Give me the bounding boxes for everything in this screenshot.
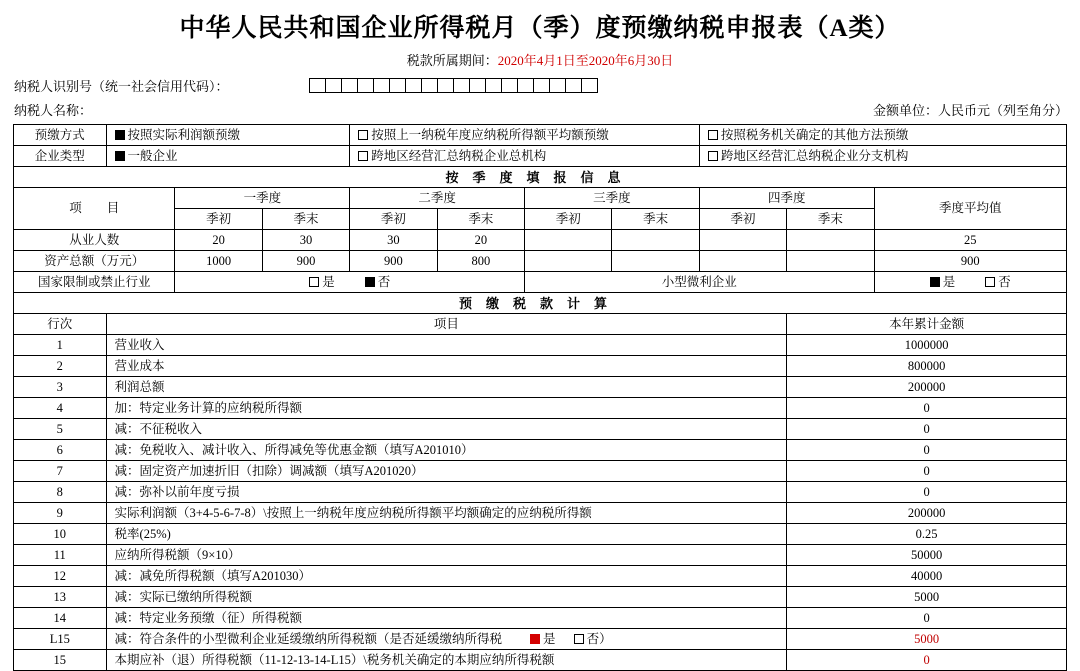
id-box[interactable] [565,78,582,93]
checkbox-empty-icon[interactable] [309,277,319,287]
id-box[interactable] [421,78,438,93]
id-box[interactable] [373,78,390,93]
calc-row-value[interactable]: 5000 [787,629,1067,650]
calc-row-value[interactable]: 0 [787,419,1067,440]
prepay-option-0[interactable] [106,125,350,146]
row-label-employees: 从业人数 [14,230,175,251]
form-table [13,124,1067,671]
cell-employees-0[interactable]: 20 [175,230,262,251]
calc-row-number: 12 [14,566,107,587]
calc-row-item: 减：弥补以前年度亏损 [106,482,787,503]
cell-assets-5[interactable] [612,251,699,272]
restricted-industry-row [14,272,1067,293]
restricted-option-yes[interactable]: 是 [309,274,335,291]
taxpayer-name-label: 纳税人名称： [14,103,93,118]
subheader-q3-end: 季末 [612,209,699,230]
checkbox-filled-icon[interactable] [930,277,940,287]
table-row [14,608,1067,629]
checkbox-filled-icon[interactable] [365,277,375,287]
restricted-label: 国家限制或禁止行业 [14,272,175,293]
table-row [14,545,1067,566]
calc-row-value[interactable]: 0 [787,608,1067,629]
cell-employees-4[interactable] [525,230,612,251]
table-row [14,356,1067,377]
restricted-options[interactable] [175,272,525,293]
calc-row-number: L15 [14,629,107,650]
calc-row-number: 11 [14,545,107,566]
cell-assets-4[interactable] [525,251,612,272]
quarter-band-label: 按季度填报信息 [14,167,1067,188]
id-box[interactable] [517,78,534,93]
table-row [14,587,1067,608]
calc-row-value[interactable]: 0 [787,440,1067,461]
calc-row-number: 10 [14,524,107,545]
small-profit-options[interactable] [874,272,1066,293]
small-profit-label: 小型微利企业 [525,272,875,293]
calc-row-item: 本期应补（退）所得税额（11-12-13-14-L15）\税务机关确定的本期应纳所得税额 [106,650,787,671]
quarter-header-0: 一季度 [175,188,350,209]
calc-row-number: 9 [14,503,107,524]
small-profit-option-no[interactable]: 否 [985,274,1011,291]
row-label-assets: 资产总额（万元） [14,251,175,272]
subheader-q2-start: 季初 [350,209,437,230]
prepay-method-row [14,125,1067,146]
calc-row-item: 利润总额 [106,377,787,398]
table-row [14,335,1067,356]
calc-row-item: 减：减免所得税额（填写A201030） [106,566,787,587]
calc-row-number: 13 [14,587,107,608]
taxpayer-id-row [0,76,1080,95]
subheader-q4-start: 季初 [699,209,786,230]
enterprise-option-2-label: 跨地区经营汇总纳税企业分支机构 [720,148,909,163]
calc-row-option-label: 是 [543,631,556,646]
table-row [14,566,1067,587]
cell-employees-1[interactable]: 30 [262,230,349,251]
id-box[interactable] [389,78,406,93]
cell-assets-7[interactable] [787,251,874,272]
calc-row-value[interactable]: 200000 [787,503,1067,524]
enterprise-option-0-label: 一般企业 [127,148,178,163]
calc-row-item: 税率(25%) [106,524,787,545]
calc-row-option-no[interactable] [574,631,600,648]
calc-row-number: 15 [14,650,107,671]
taxpayer-id-label: 纳税人识别号（统一社会信用代码）： [14,79,229,94]
table-row [14,524,1067,545]
calc-row-value[interactable]: 0 [787,650,1067,671]
checkbox-empty-icon[interactable] [708,130,718,140]
checkbox-empty-icon[interactable] [574,634,584,644]
calc-row-item: 营业成本 [106,356,787,377]
table-row [14,461,1067,482]
table-row [14,503,1067,524]
calc-row-value[interactable]: 800000 [787,356,1067,377]
id-box[interactable] [501,78,518,93]
enterprise-type-label: 企业类型 [14,146,107,167]
cell-employees-7[interactable] [787,230,874,251]
calc-row-number: 2 [14,356,107,377]
calc-row-number: 6 [14,440,107,461]
checkbox-filled-icon[interactable] [115,130,125,140]
calc-row-value[interactable]: 200000 [787,377,1067,398]
cell-employees-3[interactable]: 20 [437,230,524,251]
enterprise-option-1-label: 跨地区经营汇总纳税企业总机构 [371,148,547,163]
checkbox-empty-icon[interactable] [358,130,368,140]
cell-employees-6[interactable] [699,230,786,251]
calc-row-item: 营业收入 [106,335,787,356]
prepay-option-0-label: 按照实际利润额预缴 [127,127,241,142]
table-row [14,398,1067,419]
calc-row-value[interactable]: 0 [787,398,1067,419]
id-box[interactable] [405,78,422,93]
cell-assets-2[interactable]: 900 [350,251,437,272]
cell-employees-avg[interactable]: 25 [874,230,1066,251]
id-box[interactable] [469,78,486,93]
calc-row-item: 加：特定业务计算的应纳税所得额 [106,398,787,419]
calc-row-value[interactable]: 0.25 [787,524,1067,545]
table-row [14,482,1067,503]
subheader-q2-end: 季末 [437,209,524,230]
quarter-item-header: 项 目 [14,188,175,230]
table-row [14,419,1067,440]
cell-employees-5[interactable] [612,230,699,251]
period-value: 2020年4月1日至2020年6月30日 [497,53,674,68]
id-box[interactable] [485,78,502,93]
restricted-option-no[interactable]: 否 [365,274,391,291]
prepay-method-label: 预缴方式 [14,125,107,146]
calc-row-option-yes[interactable] [530,631,556,648]
cell-assets-6[interactable] [699,251,786,272]
calc-band-row [14,293,1067,314]
enterprise-type-row [14,146,1067,167]
small-profit-option-yes[interactable]: 是 [930,274,956,291]
calc-row-item: 实际利润额（3+4-5-6-7-8）\按照上一纳税年度应纳税所得额平均额确定的应纳税所得额 [106,503,787,524]
calc-row-item: 减：不征税收入 [106,419,787,440]
page-title: 中华人民共和国企业所得税月（季）度预缴纳税申报表（A类） [179,15,901,42]
calc-row-value[interactable]: 5000 [787,587,1067,608]
checkbox-empty-icon[interactable] [708,151,718,161]
prepay-option-2[interactable] [699,125,1066,146]
calc-row-number: 1 [14,335,107,356]
calc-row-item: 应纳所得税额（9×10） [106,545,787,566]
enterprise-option-0[interactable] [106,146,350,167]
id-box[interactable] [453,78,470,93]
prepay-option-1-label: 按照上一纳税年度应纳税所得额平均额预缴 [371,127,609,142]
table-row [14,251,1067,272]
quarter-header-3: 四季度 [699,188,874,209]
calc-header-value: 本年累计金额 [787,314,1067,335]
calc-band-label: 预缴税款计算 [14,293,1067,314]
calc-row-value[interactable]: 40000 [787,566,1067,587]
id-box[interactable] [581,78,598,93]
id-box[interactable] [437,78,454,93]
cell-assets-3[interactable]: 800 [437,251,524,272]
calc-row-item [106,629,787,650]
calc-row-item: 减：固定资产加速折旧（扣除）调减额（填写A201020） [106,461,787,482]
calc-row-number: 5 [14,419,107,440]
id-box[interactable] [325,78,342,93]
calc-row-item: 减：实际已缴纳所得税额 [106,587,787,608]
table-row [14,377,1067,398]
period-label: 税款所属期间： [406,53,498,68]
enterprise-option-2[interactable] [699,146,1066,167]
calc-row-item: 减：免税收入、减计收入、所得减免等优惠金额（填写A201010） [106,440,787,461]
taxpayer-id-input[interactable] [309,78,597,93]
checkbox-empty-icon[interactable] [358,151,368,161]
id-box[interactable] [533,78,550,93]
calc-row-value[interactable]: 50000 [787,545,1067,566]
checkbox-filled-icon[interactable] [115,151,125,161]
quarter-header-1: 二季度 [350,188,525,209]
table-row [14,230,1067,251]
calc-row-number: 7 [14,461,107,482]
quarter-avg-header: 季度平均值 [874,188,1066,230]
calc-row-value[interactable]: 1000000 [787,335,1067,356]
cell-assets-avg[interactable]: 900 [874,251,1066,272]
calc-row-item: 减：特定业务预缴（征）所得税额 [106,608,787,629]
prepay-option-2-label: 按照税务机关确定的其他方法预缴 [720,127,909,142]
calc-row-number: 14 [14,608,107,629]
subheader-q1-start: 季初 [175,209,262,230]
calc-header-item: 项目 [106,314,787,335]
taxpayer-name-row [0,100,1080,119]
prepay-option-1[interactable] [350,125,700,146]
checkbox-empty-icon[interactable] [985,277,995,287]
id-box[interactable] [341,78,358,93]
subheader-q1-end: 季末 [262,209,349,230]
table-row [14,440,1067,461]
calc-row-number: 3 [14,377,107,398]
calc-row-item-label: 减：符合条件的小型微利企业延缓缴纳所得税额（是否延缓缴纳所得税 [114,631,503,646]
calc-header-no: 行次 [14,314,107,335]
quarter-header-row [14,188,1067,209]
calc-header-row [14,314,1067,335]
calc-row-number: 8 [14,482,107,503]
checkbox-filled-icon[interactable] [530,634,540,644]
cell-employees-2[interactable]: 30 [350,230,437,251]
subheader-q3-start: 季初 [525,209,612,230]
amount-unit-label: 金额单位：人民币元（列至角分） [872,103,1068,118]
calc-row-value[interactable]: 0 [787,482,1067,503]
quarter-band-row [14,167,1067,188]
id-box[interactable] [309,78,326,93]
cell-assets-0[interactable]: 1000 [175,251,262,272]
calc-row-option-label: 否 [586,631,600,646]
period-line [0,50,1080,69]
calc-row-number: 4 [14,398,107,419]
subheader-q4-end: 季末 [787,209,874,230]
table-row [14,629,1067,650]
calc-row-item-suffix: ） [599,631,612,646]
id-box[interactable] [549,78,566,93]
id-box[interactable] [357,78,374,93]
quarter-header-2: 三季度 [525,188,700,209]
calc-row-value[interactable]: 0 [787,461,1067,482]
table-row [14,650,1067,671]
enterprise-option-1[interactable] [350,146,700,167]
cell-assets-1[interactable]: 900 [262,251,349,272]
